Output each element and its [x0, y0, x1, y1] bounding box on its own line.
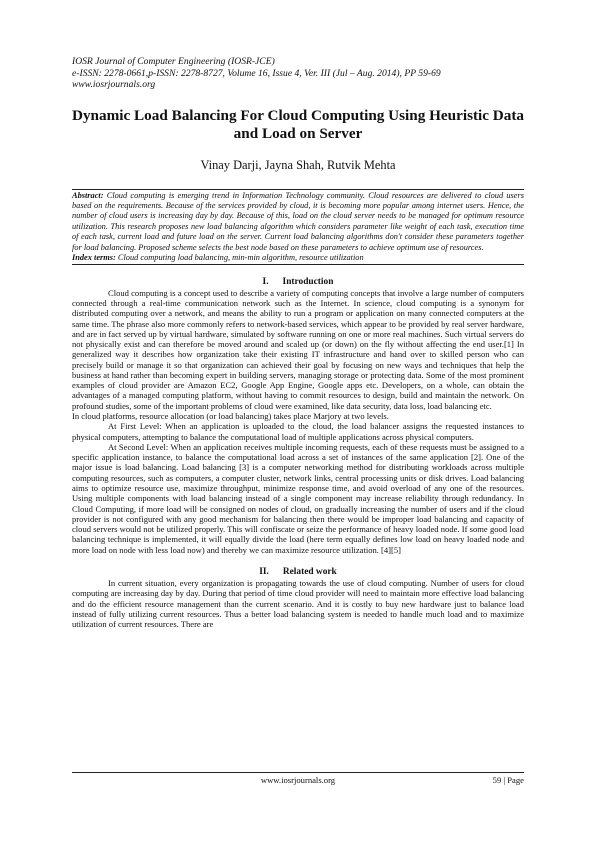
section-title: Introduction: [282, 276, 334, 287]
section-number: I.: [262, 276, 269, 287]
journal-name: IOSR Journal of Computer Engineering (IOSR-JCE): [72, 56, 275, 67]
abstract-text: Cloud computing is emerging trend in Information Technology community. Cloud resources are delivered to cloud users based on the requirements. Because of the services provided by cloud, it is becoming more popular among internet users. Hence, the number of cloud users is increasing day by day. Because of this, load on the cloud server needs to be managed for optimum resource utilization. This research proposes new load balancing algorithm which considers parameter like weight of each task, execution time of each task, current load and future load on the server. Current load balancing algorithms don't consider these parameters together for load balancing. Proposed scheme selects the best node based on these parameters to achieve optimum use of resources.: [72, 190, 524, 252]
paragraph: At First Level: When an application is uploaded to the cloud, the load balancer assigns the requested instances to physical computers, attempting to balance the computational load of multiple applications across physical computers.: [72, 421, 524, 442]
abstract-label: Abstract:: [72, 190, 104, 200]
page-number: 59 | Page: [492, 775, 524, 785]
section-number: II.: [259, 566, 269, 577]
section-title: Related work: [282, 566, 337, 577]
paper-page: [72, 56, 524, 629]
journal-website: www.iosrjournals.org: [72, 79, 156, 90]
authors: Vinay Darji, Jayna Shah, Rutvik Mehta: [200, 157, 396, 172]
abstract-bottom-rule: [72, 264, 524, 265]
section-heading-introduction: [72, 277, 524, 288]
index-terms-text: Cloud computing load balancing, min-min algorithm, resource utilization: [115, 253, 364, 263]
abstract: [72, 191, 524, 254]
section-heading-related-work: [72, 567, 524, 578]
index-terms-label: Index terms:: [72, 253, 116, 263]
issn-line: e-ISSN: 2278-0661,p-ISSN: 2278-8727, Volume 16, Issue 4, Ver. III (Jul – Aug. 2014), PP 59-69: [72, 67, 441, 79]
index-terms: [72, 253, 524, 263]
footer-url: www.iosrjournals.org: [260, 775, 336, 785]
paragraph: In cloud platforms, resource allocation (or load balancing) takes place Marjory at two levels.: [72, 411, 389, 422]
paper-title: Dynamic Load Balancing For Cloud Computing Using Heuristic Data and Load on Server: [72, 106, 525, 142]
footer-rule: [72, 772, 524, 773]
paragraph: In current situation, every organization is propagating towards the use of cloud computing. Number of users for cloud computing are increasing day by day. During that period of time cloud provider will need to maintain more effective load balancing and do the efficient resource management than the current scenario. And it is costly to buy new hardware just to balance load instead of fully utilizing current resources. Thus a better load balancing system is needed to handle much load and to maximize utilization of current resources. There are: [72, 577, 524, 630]
paragraph: At Second Level: When an application receives multiple incoming requests, each of these requests must be assigned to a specific application instance, to balance the computational load across a set of instances of the same application [2]. One of the major issue is load balancing. Load balancing [3] is a computer networking method for distributing workloads across multiple computing resources, such as computers, a computer cluster, network links, central processing units or disk drives. Load balancing aims to optimize resource use, maximize throughput, minimize response time, and avoid overload of any one of the resources. Using multiple components with load balancing instead of a single component may increase reliability through redundancy. In Cloud Computing, if more load will be consigned on nodes of cloud, on gradually increasing the number of users and if the cloud provider is not configured with any good mechanism for balancing then there would be improper load balancing and capacity of cloud servers would not be utilized properly. This will confiscate or seize the performance of heavy loaded node. If some good load balancing technique is implemented, it will equally divide the load (here term equally defines low load on heavy loaded node and more load on node with less load now) and thereby we can maximize resource utilization. [4][5]: [72, 441, 524, 555]
paragraph: Cloud computing is a concept used to describe a variety of computing concepts that involve a large number of computers connected through a real-time communication network such as the Internet. In science, cloud computing is a synonym for distributed computing over a network, and means the ability to run a program or application on many connected computers at the same time. The phrase also more commonly refers to network-based services, which appear to be provided by real server hardware, and are in fact served up by virtual hardware, simulated by software running on one or more real machines. Such virtual servers do not physically exist and can therefore be moved around and scaled up (or down) on the fly without affecting the end user.[1] In generalized way it describes how organization take their existing IT infrastructure and hand over to skilled person who can precisely build or manage it so that organization can achieved their goal by focusing on new ways and techniques that help the business at hand rather than becoming expert in building servers, managing storage or protecting data. Some of the most prominent examples of cloud provider are Amazon EC2, Google App Engine, Google apps etc. Developers, on a whole, can obtain the advantages of a managed computing platform, without having to commit resources to design, build and maintain the network. On profound studies, some of the important problems of cloud were examined, like data security, data loss, load balancing etc.: [72, 287, 524, 411]
abstract-top-rule: [72, 189, 524, 190]
